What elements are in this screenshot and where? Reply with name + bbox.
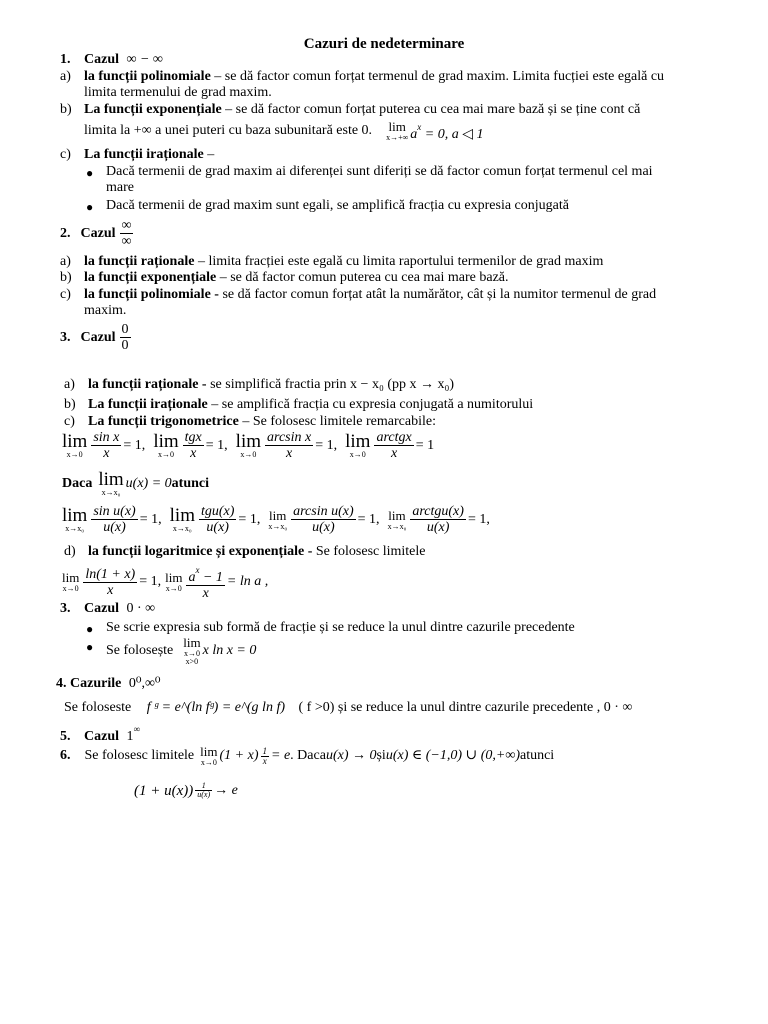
section-math: 0⁰,∞⁰: [128, 676, 161, 691]
numerator: arcsin x: [267, 430, 312, 445]
numerator: ln(1 + x): [85, 566, 136, 582]
bullet-text: Dacă termenii de grad maxim ai diferenței sunt diferiți se dă factor comun forțat termenul cel mai: [106, 164, 653, 179]
denominator: x: [265, 445, 313, 461]
denominator: u(x): [410, 519, 466, 535]
denominator: u(x): [197, 790, 211, 799]
numerator: 1: [262, 745, 267, 756]
condition-expr: u(x) = 0: [125, 475, 172, 491]
numerator: arctgx: [376, 430, 412, 445]
bullet-text: Se scrie expresia sub formă de fracție și se reduce la unul dintre cazurile precedente: [106, 620, 575, 635]
section-number: 6.: [60, 748, 71, 763]
section-number: 3.: [60, 329, 71, 345]
limit-sub: x→+∞: [386, 133, 409, 142]
bullet-icon: ●: [86, 200, 94, 214]
formula: f ᵍ = e^(ln fᵍ) = e^(g ln f): [146, 700, 285, 715]
item-2b: [84, 270, 509, 286]
item-letter: a): [60, 254, 71, 269]
section-3b-heading: [60, 601, 155, 617]
section-number: 5.: [60, 729, 71, 744]
limit: lim x→0: [153, 431, 179, 459]
limit-expr: x ln x = 0: [202, 643, 257, 658]
section-label: Cazul: [84, 729, 119, 744]
denominator: x: [183, 445, 204, 461]
limit-sub-2: x>0: [185, 657, 199, 666]
limit-sub: x→0: [349, 450, 366, 459]
item-label: La funcții trigonometrice: [88, 414, 239, 429]
item-1a-cont: limita termenului de grad maxim.: [84, 85, 272, 100]
limit-sub: x→x₀: [65, 524, 85, 533]
bullet-icon: ●: [86, 166, 94, 180]
denominator: u(x): [91, 519, 137, 535]
equals: = ln a ,: [226, 574, 269, 589]
item-2c: [84, 287, 656, 303]
item-label: La funcții iraționale: [88, 397, 208, 412]
fraction: [186, 563, 224, 601]
text: atunci: [519, 748, 555, 763]
exponent-fraction: [261, 747, 270, 766]
text: și: [376, 748, 386, 763]
item-3d: [88, 544, 426, 560]
section-4-heading: [56, 676, 161, 692]
numerator: arcsin u(x): [293, 504, 354, 519]
equals: = 1: [415, 437, 435, 453]
denominator: x: [91, 445, 121, 461]
limit: lim x→x₀: [268, 507, 288, 531]
bullet-text-cont: mare: [106, 180, 134, 195]
numerator: arctgu(x): [412, 504, 464, 519]
item-3a: [88, 377, 454, 393]
item-letter: d): [64, 544, 76, 559]
item-label: la funcții polinomiale: [84, 69, 211, 84]
limit-sub: x→0: [240, 450, 257, 459]
item-text: limita la +∞ a unei puteri cu baza subunitară este 0.: [84, 123, 373, 138]
section-math: 1: [126, 729, 134, 744]
section-1-heading: [60, 52, 163, 68]
denominator: x: [186, 585, 224, 601]
numerator: sin x: [93, 430, 120, 445]
exponent-fraction: [195, 782, 212, 799]
text: Se foloseste: [64, 700, 132, 715]
denominator: x: [374, 445, 413, 461]
fraction: [83, 567, 137, 598]
item-text: –: [203, 147, 215, 162]
fraction: [291, 504, 356, 535]
limit-sub: x→0: [62, 584, 79, 593]
equals: = 1,: [357, 511, 380, 527]
item-text: – se dă factor comun puterea cu cea mai mare bază.: [216, 270, 509, 285]
limit: lim x→0: [345, 431, 371, 459]
item-label: La funcții exponențiale: [84, 102, 222, 117]
equals: = e: [271, 748, 291, 763]
item-label: la funcții polinomiale -: [84, 287, 219, 302]
limit: lim x→0: [165, 570, 183, 593]
item-letter: b): [60, 102, 72, 117]
limit: lim x→0 x>0: [183, 635, 201, 666]
bullet-icon: ●: [86, 640, 94, 654]
section-4-text: [64, 700, 632, 716]
item-letter: c): [60, 147, 71, 162]
exponent: x: [417, 122, 422, 132]
limit-sub: x→x₀: [172, 524, 192, 533]
equals: = 1,: [238, 511, 261, 527]
bullet-text-limit: [106, 636, 256, 666]
limit-sub: x→x₀: [101, 488, 121, 497]
numerator: 0: [121, 322, 129, 337]
page-title: Cazuri de nedeterminare: [303, 36, 465, 52]
fraction: [410, 504, 466, 535]
limit: lim x→0: [62, 431, 88, 459]
section-label: Cazul: [80, 329, 116, 345]
item-text: se dă factor comun forțat atât la numărător, cât și la numitor termenul de grad: [218, 287, 657, 302]
item-letter: b): [64, 397, 76, 412]
atunci-label: atunci: [171, 475, 210, 491]
limit-sub: x→x₀: [387, 521, 407, 531]
limit-sub: x→x₀: [268, 521, 288, 531]
fraction: [199, 504, 236, 535]
limit: lim x→+∞: [386, 119, 409, 142]
item-text: – limita fracției este egală cu limita raportului termenilor de grad maxim: [194, 254, 604, 269]
equals: = 1,: [315, 437, 338, 453]
limit: lim x→x₀: [387, 507, 407, 531]
item-3b: [88, 397, 533, 413]
item-label: la funcții logaritmice și exponențiale -: [88, 544, 313, 559]
section-number: 3.: [60, 601, 71, 616]
limit: lim x→0: [200, 744, 218, 767]
equals: = 1,: [467, 511, 490, 527]
denominator: 0: [121, 338, 129, 353]
section-6-result: [134, 782, 238, 799]
equals: = 1,: [139, 511, 162, 527]
denominator: u(x): [199, 519, 236, 535]
fraction: [265, 430, 313, 461]
limit-sub: x→0: [200, 758, 217, 767]
item-1c: [84, 147, 214, 163]
denominator: u(x): [291, 519, 356, 535]
log-exp-limits-row: [62, 563, 268, 601]
section-number: 1.: [60, 52, 71, 67]
item-text: Se folosesc limitele: [312, 544, 426, 559]
trig-limits-u-row: [62, 504, 490, 535]
section-label: Cazul: [84, 52, 119, 67]
limit: lim x→0: [62, 570, 80, 593]
rest: = 0, a ◁ 1: [421, 127, 484, 142]
item-1a: [84, 69, 664, 85]
numerator: tgu(x): [200, 504, 235, 519]
item-text: – se dă factor comun forțat puterea cu cea mai mare bază și se ține cont că: [221, 102, 641, 117]
daca-label: Daca: [62, 475, 93, 491]
item-2a: [84, 254, 603, 270]
item-2c-cont: maxim.: [84, 303, 127, 318]
section-number: 2.: [60, 225, 71, 241]
section-label: 4. Cazurile: [56, 676, 122, 691]
text: Se folosesc limitele: [84, 748, 195, 763]
section-math: ∞ − ∞: [126, 52, 163, 67]
exponent: x: [195, 565, 200, 575]
fraction: [91, 430, 121, 461]
bullet-text: Dacă termenii de grad maxim sunt egali, se amplifică fracția cu expresia conjugată: [106, 198, 569, 213]
section-math: 0 · ∞: [126, 601, 156, 616]
trig-limits-row: [62, 430, 434, 461]
item-text: – se amplifică fracția cu expresia conjugată a numitorului: [207, 397, 534, 412]
condition-line: [62, 470, 209, 497]
item-text: se simplifică fractia prin x − x₀ (pp x → x₀): [206, 377, 455, 392]
fraction: [374, 430, 413, 461]
section-label: Cazul: [80, 225, 116, 241]
item-letter: c): [60, 287, 71, 302]
item-label: La funcții iraționale: [84, 147, 204, 162]
item-letter: a): [64, 377, 75, 392]
expr: (1 + u(x)): [134, 782, 194, 799]
condition: u(x) → 0: [325, 748, 377, 763]
item-letter: b): [60, 270, 72, 285]
limit: lim x→0: [235, 431, 262, 459]
item-text: – Se folosesc limitele remarcabile:: [238, 414, 436, 429]
numerator: sin u(x): [93, 504, 136, 519]
fraction: [120, 322, 131, 353]
item-letter: c): [64, 414, 75, 429]
item-1b: [84, 102, 640, 118]
numerator: ∞: [121, 218, 132, 233]
section-5-heading: [60, 721, 140, 745]
section-3-heading: [60, 322, 133, 353]
limit-sub: x→0: [165, 584, 182, 593]
denominator: x: [83, 582, 137, 598]
section-2-heading: [60, 218, 135, 249]
condition: ( f >0): [298, 700, 335, 715]
result: → e: [214, 782, 238, 798]
section-6-line: [60, 745, 554, 767]
limit-sub: x→0: [183, 649, 200, 658]
limit-sub: x→0: [157, 450, 174, 459]
limit: lim x→x₀: [169, 505, 195, 533]
bullet-text: Se folosește: [106, 643, 174, 658]
rest: − 1: [199, 570, 223, 585]
item-letter: a): [60, 69, 71, 84]
fraction: [183, 430, 204, 461]
limit: lim x→x₀: [62, 505, 88, 533]
fraction: [91, 504, 137, 535]
denominator: x: [261, 756, 270, 766]
equals: = 1,: [139, 574, 162, 589]
bullet-icon: ●: [86, 622, 94, 636]
numerator: tgx: [184, 430, 202, 445]
equals: = 1,: [205, 437, 228, 453]
condition: u(x) ∈ (−1,0) ∪ (0,+∞): [385, 748, 520, 763]
text: . Daca: [290, 748, 326, 763]
fraction: [120, 218, 134, 249]
item-label: la funcții exponențiale: [84, 270, 217, 285]
base: a: [410, 127, 418, 142]
text: și se reduce la unul dintre cazurile precedente , 0 · ∞: [334, 700, 633, 715]
item-label: la funcții raționale -: [88, 377, 207, 392]
limit: lim x→x₀: [98, 469, 124, 497]
limit-sub: x→0: [66, 450, 83, 459]
section-label: Cazul: [84, 601, 119, 616]
item-1b-cont: [84, 119, 484, 143]
expr: (1 + x): [219, 748, 259, 763]
limit-expr: [410, 119, 483, 143]
item-3c: [88, 414, 436, 430]
exponent: ∞: [133, 724, 140, 734]
item-label: la funcții raționale: [84, 254, 195, 269]
denominator: ∞: [121, 234, 132, 249]
equals: = 1,: [123, 437, 146, 453]
item-text: – se dă factor comun forțat termenul de grad maxim. Limita fucției este egală cu: [210, 69, 665, 84]
base: a: [188, 570, 196, 585]
numerator: 1: [201, 781, 206, 790]
